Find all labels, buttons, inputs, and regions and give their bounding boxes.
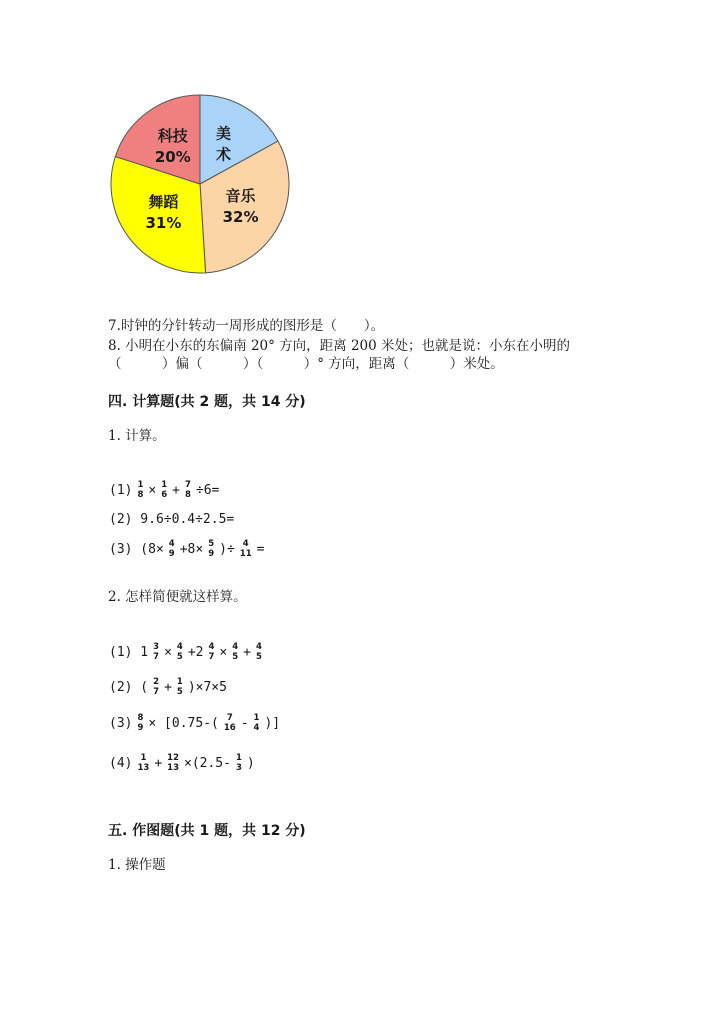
fraction-denominator: 9 (168, 549, 175, 559)
fraction (253, 713, 261, 733)
expr-text: + (243, 644, 251, 660)
pie-slice-label: 科技 (157, 127, 188, 146)
simplify-question-title: 2. 怎样简便就这样算。 (108, 589, 247, 605)
fraction-numerator: 4 (168, 539, 175, 549)
fraction-numerator: 7 (184, 480, 191, 490)
fraction-denominator: 13 (137, 763, 150, 773)
expr-text: = (256, 541, 265, 557)
fraction-denominator: 6 (161, 490, 168, 500)
fraction-denominator: 5 (232, 652, 239, 662)
expr-text: (2) ( (109, 679, 149, 695)
expr-text: (3) (8× (109, 541, 164, 557)
expr-text: + (154, 755, 163, 771)
fraction-denominator: 5 (176, 652, 183, 662)
fraction (223, 713, 237, 733)
expr-text: - (240, 715, 249, 731)
pie-slice-label: 32% (222, 207, 259, 226)
fraction (207, 642, 215, 662)
fraction-numerator: 2 (153, 677, 160, 687)
fraction-numerator: 7 (226, 713, 233, 723)
fraction-numerator: 4 (242, 539, 249, 549)
fraction (166, 753, 180, 773)
fraction-denominator: 8 (137, 490, 144, 500)
calc-expression-2 (108, 512, 235, 527)
expr-text: ÷6= (195, 482, 220, 498)
fraction (231, 642, 239, 662)
fraction (239, 539, 253, 559)
fraction-denominator: 16 (223, 723, 236, 733)
question-8-line-1: 8. 小明在小东的东偏南 20° 方向，距离 200 米处；也就是说：小东在小明的 (108, 338, 571, 354)
fraction (255, 642, 263, 662)
expr-text: × (219, 644, 228, 660)
fraction-numerator: 1 (161, 480, 168, 490)
expr-text: + (164, 679, 172, 695)
pie-slice-label: 美 (216, 124, 232, 143)
expr-text: × [0.75-( (148, 715, 219, 731)
fraction-denominator: 13 (167, 763, 179, 773)
calc-expression-1 (108, 480, 220, 500)
fraction (168, 539, 176, 559)
fraction-numerator: 12 (167, 753, 179, 763)
expr-text: (1) 1 (109, 644, 149, 660)
fraction-numerator: 3 (153, 642, 160, 652)
fraction-denominator: 5 (176, 687, 183, 697)
pie-slice-label: 20% (154, 148, 191, 167)
fraction-numerator: 8 (137, 713, 144, 723)
fraction (152, 677, 160, 697)
expr-text: )÷ (219, 541, 235, 557)
fraction-numerator: 4 (232, 642, 239, 652)
fraction-denominator: 9 (208, 549, 215, 559)
expr-text: × (148, 482, 157, 498)
pie-slice-label: 舞蹈 (148, 192, 179, 211)
fraction-denominator: 11 (239, 549, 252, 559)
fraction-denominator: 4 (253, 723, 260, 733)
fraction (136, 480, 144, 500)
pie-chart (100, 86, 300, 286)
simplify-expression-1 (108, 642, 266, 662)
expr-text: +2 (187, 644, 204, 660)
fraction (136, 753, 150, 773)
fraction-numerator: 5 (208, 539, 215, 549)
fraction-denominator: 7 (153, 652, 160, 662)
fraction-denominator: 9 (137, 723, 144, 733)
fraction (235, 753, 243, 773)
expr-text: ) (246, 755, 255, 771)
fraction (152, 642, 160, 662)
fraction-numerator: 1 (235, 753, 242, 763)
expr-text: (2) 9.6÷0.4÷2.5= (109, 512, 235, 527)
expr-text: )×7×5 (187, 679, 227, 695)
fraction-numerator: 4 (208, 642, 215, 652)
fraction-denominator: 3 (235, 763, 242, 773)
pie-slice-label: 31% (145, 213, 182, 232)
simplify-expression-3 (108, 713, 281, 733)
expr-text: × (164, 644, 172, 660)
fraction (136, 713, 144, 733)
fraction-numerator: 4 (176, 642, 183, 652)
fraction-denominator: 7 (153, 687, 160, 697)
fraction-numerator: 1 (140, 753, 147, 763)
fraction (184, 480, 192, 500)
simplify-expression-4 (108, 753, 256, 773)
section-4-heading: 四. 计算题(共 2 题，共 14 分) (108, 394, 306, 410)
drawing-question-title: 1. 操作题 (108, 857, 166, 873)
calc-expression-3 (108, 539, 265, 559)
pie-slice-label: 音乐 (225, 186, 256, 205)
fraction-denominator: 5 (255, 652, 262, 662)
section-5-heading: 五. 作图题(共 1 题，共 12 分) (108, 823, 306, 839)
question-7: 7.时钟的分针转动一周形成的图形是（ ）。 (108, 318, 385, 334)
expr-text: )] (264, 715, 281, 731)
expr-text: (1) (109, 482, 133, 498)
simplify-expression-2 (108, 677, 228, 697)
fraction (207, 539, 215, 559)
fraction-denominator: 7 (208, 652, 215, 662)
fraction-numerator: 1 (137, 480, 144, 490)
fraction-denominator: 8 (184, 490, 191, 500)
pie-slice-label: 术 (216, 145, 232, 164)
fraction (176, 677, 184, 697)
expr-text: + (172, 482, 180, 498)
expr-text: (3) (109, 715, 133, 731)
fraction-numerator: 1 (176, 677, 183, 687)
calc-question-title: 1. 计算。 (108, 428, 166, 444)
expr-text: ×(2.5- (184, 755, 231, 771)
question-8-line-2: （ ）偏（ ）（ ）° 方向，距离（ ）米处。 (108, 356, 504, 372)
fraction (160, 480, 168, 500)
fraction-numerator: 4 (255, 642, 262, 652)
expr-text: (4) (109, 755, 133, 771)
expr-text: +8× (179, 541, 204, 557)
fraction-numerator: 1 (253, 713, 260, 723)
fraction (176, 642, 184, 662)
